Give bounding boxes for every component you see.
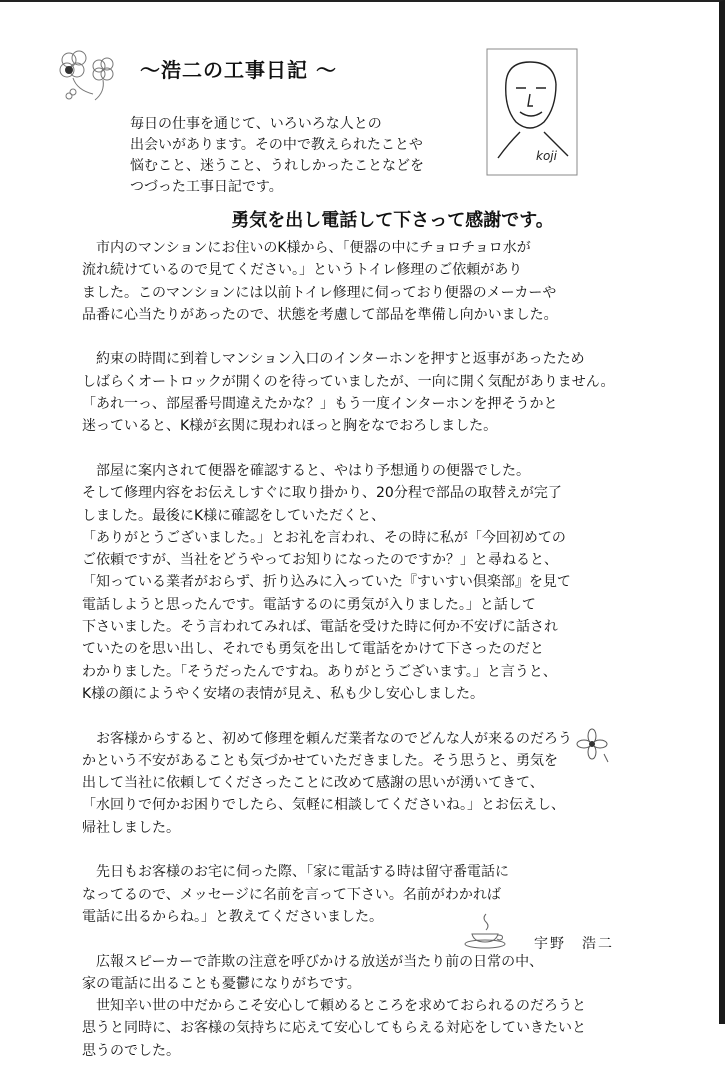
text-line: 市内のマンションにお住いのK様から、「便器の中にチョロチョロ水が	[82, 240, 531, 256]
text-line: 家の電話に出ることも憂鬱になりがちです。	[82, 975, 361, 992]
text-line: 電話に出るからね。」と教えてくださいました。	[82, 908, 383, 925]
paragraph	[82, 460, 642, 705]
paragraph	[82, 348, 642, 437]
text-line: 流れ続けているので見てください。」というトイレ修理のご依頼があり	[82, 262, 523, 279]
text-line: わかりました。「そうだったんですね。ありがとうございます。」と言うと、	[82, 663, 557, 680]
paragraph	[82, 861, 642, 928]
portrait-caption: koji	[536, 149, 557, 163]
intro-text	[130, 114, 450, 198]
page-title: ～浩二の工事日記 ～	[140, 58, 337, 82]
text-line: 出して当社に依頼してくださったことに改めて感謝の思いが湧いてきて、	[82, 775, 544, 792]
text-line: しばらくオートロックが開くのを待っていましたが、一向に開く気配がありません。	[82, 373, 615, 390]
text-line: なってるので、メッセージに名前を言って下さい。名前がわかれば	[82, 886, 501, 903]
text-line: 「ありがとうございました。」とお礼を言われ、その時に私が「今回初めての	[82, 529, 566, 546]
text-line: 「知っている業者がおらず、折り込みに入っていた『すいすい倶楽部』を見て	[82, 574, 571, 591]
text-line: 思うのでした。	[82, 1042, 180, 1059]
text-line: ていたのを思い出し、それでも勇気を出して電話をかけて下さったのだと	[82, 641, 544, 658]
text-line: 部屋に案内されて便器を確認すると、やはり予想通りの便器でした。	[82, 462, 530, 479]
flower-decoration-icon	[572, 724, 612, 764]
text-line: 思うと同時に、お客様の気持ちに応えて安心してもらえる対応をしていきたいと	[82, 1020, 586, 1037]
intro-line: 毎日の仕事を通じて、いろいろな人との	[130, 116, 382, 132]
intro-line: つづった工事日記です。	[130, 179, 283, 195]
text-line: 先日もお客様のお宅に伺った際、「家に電話する時は留守番電話に	[82, 864, 509, 881]
author-portrait-sketch	[486, 48, 578, 176]
text-line: ご依頼ですが、当社をどうやってお知りになったのですか？」と尋ねると、	[82, 552, 558, 569]
teacup-decoration-icon	[460, 910, 510, 950]
text-line: K様の顔にようやく安堵の表情が見え、私も少し安心しました。	[82, 685, 485, 702]
author-signature: 宇野 浩二	[534, 936, 614, 952]
text-line: 「あれ一っ、部屋番号間違えたかな？」もう一度インターホンを押そうかと	[82, 396, 558, 413]
text-line: しました。最後にK様に確認をしていただくと、	[82, 507, 386, 524]
article-headline: 勇気を出し電話して下さって感謝です。	[231, 210, 554, 231]
intro-line: 出会いがあります。その中で教えられたことや	[130, 137, 423, 153]
text-line: 世知辛い世の中だからこそ安心して頼めるところを求めておられるのだろうと	[82, 998, 586, 1015]
text-line: 約束の時間に到着しマンション入口のインターホンを押すと返事があったため	[82, 351, 585, 368]
text-line: かという不安があることも気づかせていただきました。そう思うと、勇気を	[82, 752, 558, 769]
text-line: 下さいました。そう言われてみれば、電話を受けた時に何か不安げに話され	[82, 619, 558, 636]
text-line: 帰社しました。	[82, 819, 180, 836]
text-line: 広報スピーカーで詐欺の注意を呼びかける放送が当たり前の日常の中、	[82, 953, 544, 970]
intro-line: 悩むこと、迷うこと、うれしかったことなどを	[130, 158, 424, 174]
text-line: そして修理内容をお伝えしすぐに取り掛かり、20分程で部品の取替えが完了	[82, 485, 562, 502]
text-line: 電話しようと思ったんです。電話するのに勇気が入りました。」と話して	[82, 596, 536, 613]
text-line: お客様からすると、初めて修理を頼んだ業者なのでどんな人が来るのだろう	[82, 730, 572, 747]
paragraph	[82, 728, 642, 839]
clover-decoration-icon	[55, 48, 125, 108]
text-line: 「水回りで何かお困りでしたら、気軽に相談してくださいね。」とお伝えし、	[82, 797, 565, 814]
paragraph	[82, 951, 642, 1062]
text-line: 品番に心当たりがあったので、状態を考慮して部品を準備し向かいました。	[82, 306, 558, 323]
text-line: 迷っていると、K様が玄関に現われほっと胸をなでおろしました。	[82, 418, 498, 435]
paragraph	[82, 237, 642, 326]
text-line: ました。このマンションには以前トイレ修理に伺っており便器のメーカーや	[82, 284, 557, 301]
article-body	[82, 237, 642, 1084]
